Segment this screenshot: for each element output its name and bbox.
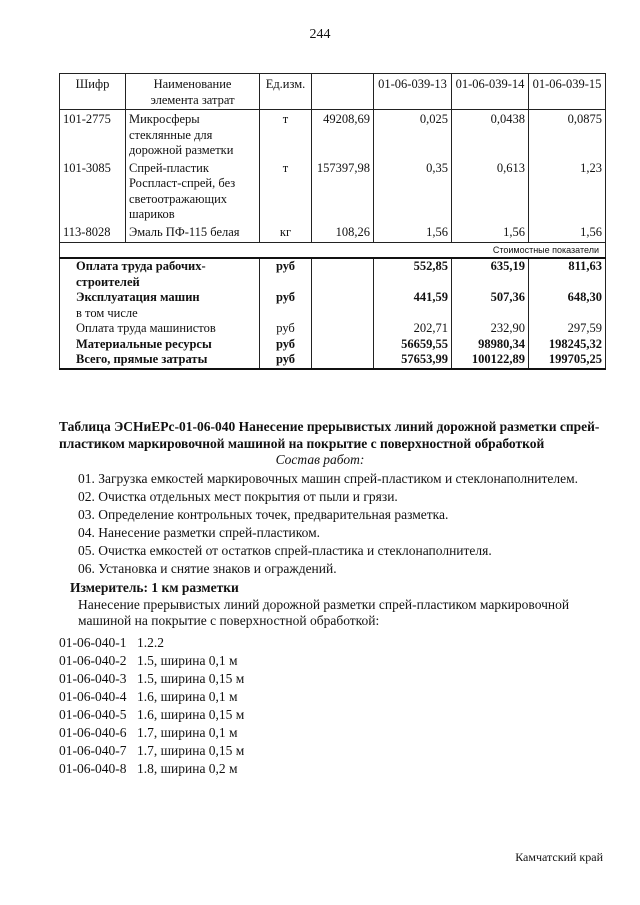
resource-code: 101-2775 (60, 110, 126, 159)
norm-code: 01-06-040-3 (59, 671, 127, 686)
indicator-value-14 (452, 306, 529, 322)
indicator-value-15 (529, 306, 606, 322)
norm-code-description: 1.8, ширина 0,2 м (137, 761, 238, 776)
norm-codes-list (59, 634, 244, 778)
norm-code-item (59, 742, 244, 760)
work-item: 03. Определение контрольных точек, предварительная разметка. (78, 507, 449, 522)
resource-rows (60, 110, 606, 243)
norm-code-description: 1.7, ширина 0,15 м (137, 743, 245, 758)
resource-unit: т (260, 159, 312, 223)
norm-code: 01-06-040-4 (59, 689, 127, 704)
caption-cost-indicators: Стоимостные показатели (60, 243, 606, 259)
indicator-unit: руб (260, 321, 312, 337)
indicator-unit: руб (260, 337, 312, 353)
norm-code: 01-06-040-5 (59, 707, 127, 722)
indicator-row (60, 337, 606, 353)
norm-code-item (59, 634, 244, 652)
resource-value-15: 0,0875 (529, 110, 606, 159)
norm-code-description: 1.6, ширина 0,1 м (137, 689, 238, 704)
table-row (60, 110, 606, 159)
meter-label: Измеритель: 1 км разметки (70, 580, 239, 595)
work-item: 01. Загрузка емкостей маркировочных машин спрей-пластиком и стеклонаполнителем. (78, 471, 579, 486)
resource-value-13: 0,025 (374, 110, 452, 159)
work-composition-title: Состав работ: (275, 452, 365, 467)
indicator-row (60, 306, 606, 322)
indicator-name: Оплата труда машинистов (60, 321, 260, 337)
norm-code-item (59, 670, 244, 688)
work-item: 05. Очистка емкостей от остатков спрей-пластика и стеклонаполнителя. (78, 543, 492, 558)
indicator-name: Эксплуатация машин (60, 290, 260, 306)
resource-value-15: 1,56 (529, 223, 606, 243)
indicator-row (60, 258, 606, 290)
indicator-value-15: 297,59 (529, 321, 606, 337)
indicator-value-13: 57653,99 (374, 352, 452, 369)
norm-code-item (59, 688, 244, 706)
indicator-value-13: 441,59 (374, 290, 452, 306)
norm-code: 01-06-040-8 (59, 761, 127, 776)
indicator-row (60, 321, 606, 337)
indicator-value-13 (374, 306, 452, 322)
header-price (312, 74, 374, 110)
region-footer: Камчатский край (515, 850, 603, 864)
norm-code: 01-06-040-7 (59, 743, 127, 758)
indicator-value-14: 635,19 (452, 258, 529, 290)
resource-name: Спрей-пластик Роспласт-спрей, без светоотражающих шариков (126, 159, 260, 223)
indicator-value-14: 232,90 (452, 321, 529, 337)
indicator-spacer (312, 352, 374, 369)
norm-code-description: 1.5, ширина 0,15 м (137, 671, 245, 686)
resource-name: Микросферы стеклянные для дорожной разметки (126, 110, 260, 159)
resource-value-13: 1,56 (374, 223, 452, 243)
resource-price: 157397,98 (312, 159, 374, 223)
table-row (60, 223, 606, 243)
table-header-row (60, 74, 606, 110)
norm-code-item (59, 724, 244, 742)
indicator-spacer (312, 290, 374, 306)
meter-description: Нанесение прерывистых линий дорожной разметки спрей-пластиком маркировочной машиной на покрытие с поверхностной обработкой: (78, 597, 570, 628)
indicator-value-14: 100122,89 (452, 352, 529, 369)
resource-value-14: 0,0438 (452, 110, 529, 159)
header-code: Шифр (60, 74, 126, 110)
header-name: Наименование элемента затрат (126, 74, 260, 110)
norm-code-description: 1.5, ширина 0,1 м (137, 653, 238, 668)
caption-row (60, 243, 606, 259)
indicator-unit: руб (260, 258, 312, 290)
indicator-value-15: 811,63 (529, 258, 606, 290)
header-col-14: 01-06-039-14 (452, 74, 529, 110)
section-heading: Таблица ЭСНиЕРс-01-06-040 Нанесение прерывистых линий дорожной разметки спрей-пластиком маркировочной машиной на покрытие с поверхностной обработкой (59, 419, 600, 451)
indicator-name: Оплата труда рабочих-строителей (60, 258, 260, 290)
resource-code: 113-8028 (60, 223, 126, 243)
indicator-spacer (312, 258, 374, 290)
norm-code-description: 1.6, ширина 0,15 м (137, 707, 245, 722)
norm-code-description: 1.2.2 (137, 635, 164, 650)
work-item: 02. Очистка отдельных мест покрытия от пыли и грязи. (78, 489, 398, 504)
resource-unit: кг (260, 223, 312, 243)
indicator-row (60, 290, 606, 306)
indicator-unit (260, 306, 312, 322)
indicator-value-13: 552,85 (374, 258, 452, 290)
resource-value-14: 0,613 (452, 159, 529, 223)
norm-code-description: 1.7, ширина 0,1 м (137, 725, 238, 740)
indicator-value-15: 198245,32 (529, 337, 606, 353)
indicator-row (60, 352, 606, 369)
norm-code-item (59, 652, 244, 670)
work-item: 04. Нанесение разметки спрей-пластиком. (78, 525, 321, 540)
indicator-spacer (312, 321, 374, 337)
resource-cost-table (59, 73, 606, 370)
header-unit: Ед.изм. (260, 74, 312, 110)
indicator-spacer (312, 337, 374, 353)
indicator-unit: руб (260, 352, 312, 369)
norm-code-item (59, 760, 244, 778)
resource-value-14: 1,56 (452, 223, 529, 243)
norm-code: 01-06-040-6 (59, 725, 127, 740)
resource-price: 49208,69 (312, 110, 374, 159)
indicator-rows (60, 258, 606, 369)
indicator-value-14: 507,36 (452, 290, 529, 306)
indicator-value-14: 98980,34 (452, 337, 529, 353)
indicator-value-13: 56659,55 (374, 337, 452, 353)
work-item: 06. Установка и снятие знаков и ограждений. (78, 561, 337, 576)
norm-code: 01-06-040-2 (59, 653, 127, 668)
indicator-value-15: 648,30 (529, 290, 606, 306)
norm-code-item (59, 706, 244, 724)
indicator-name: Всего, прямые затраты (60, 352, 260, 369)
indicator-value-15: 199705,25 (529, 352, 606, 369)
indicator-spacer (312, 306, 374, 322)
work-items-list (78, 470, 578, 578)
indicator-unit: руб (260, 290, 312, 306)
indicator-value-13: 202,71 (374, 321, 452, 337)
norm-code: 01-06-040-1 (59, 635, 127, 650)
resource-value-15: 1,23 (529, 159, 606, 223)
resource-value-13: 0,35 (374, 159, 452, 223)
header-col-13: 01-06-039-13 (374, 74, 452, 110)
indicator-name: в том числе (60, 306, 260, 322)
resource-code: 101-3085 (60, 159, 126, 223)
resource-unit: т (260, 110, 312, 159)
resource-price: 108,26 (312, 223, 374, 243)
indicator-name: Материальные ресурсы (60, 337, 260, 353)
resource-name: Эмаль ПФ-115 белая (126, 223, 260, 243)
header-col-15: 01-06-039-15 (529, 74, 606, 110)
table-row (60, 159, 606, 223)
page-number: 244 (309, 27, 331, 42)
